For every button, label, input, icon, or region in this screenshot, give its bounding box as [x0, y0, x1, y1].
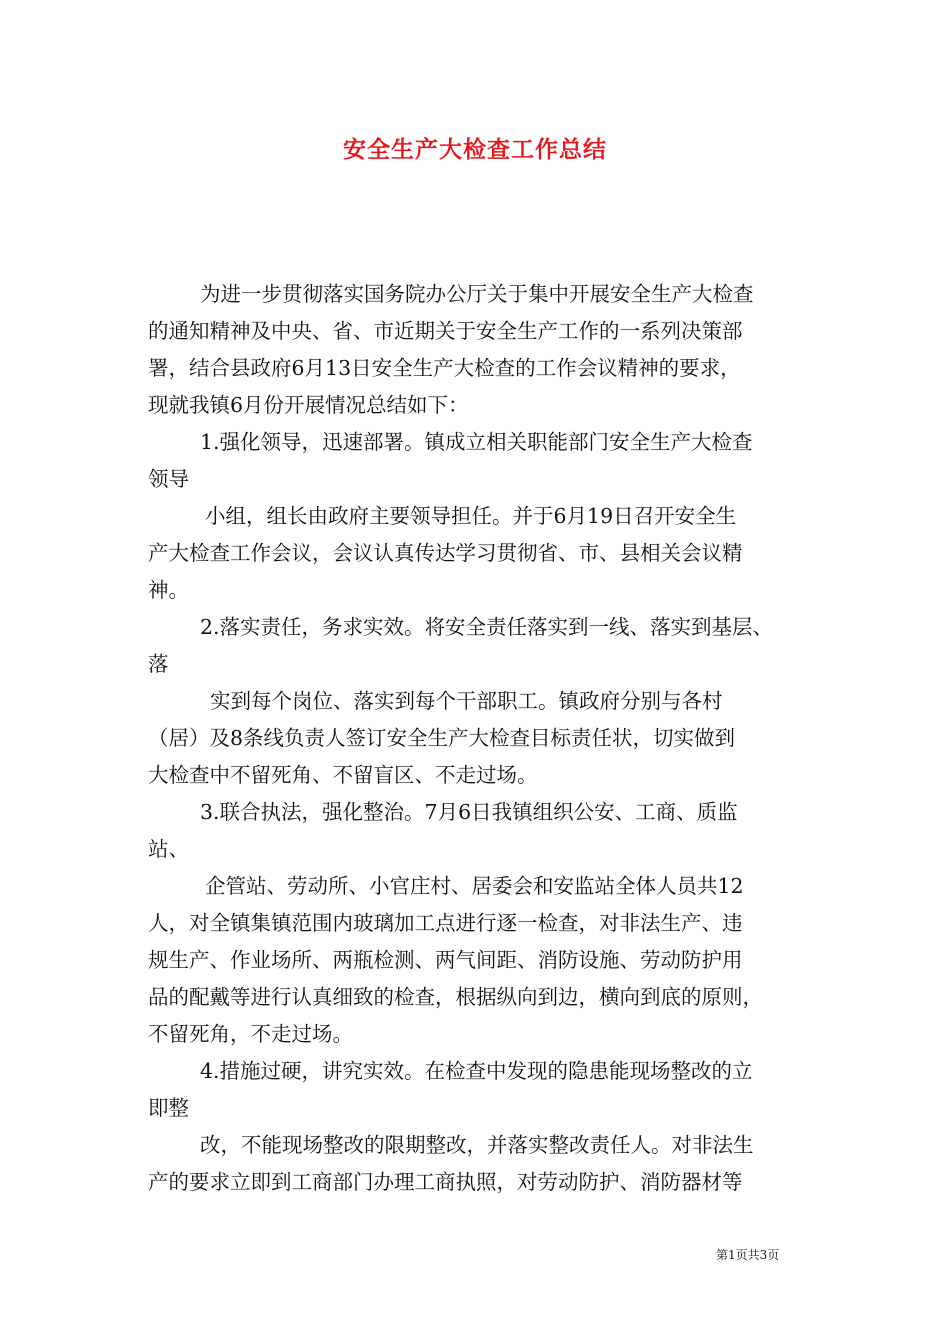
paragraph-line: 规生产、作业场所、两瓶检测、两气间距、消防设施、劳动防护用 — [148, 948, 743, 972]
paragraph-line: 3.联合执法，强化整治。7月6日我镇组织公安、工商、质监 — [200, 800, 738, 824]
paragraph-line: 署，结合县政府6月13日安全生产大检查的工作会议精神的要求， — [148, 356, 741, 380]
document-title: 安全生产大检查工作总结 — [343, 136, 607, 163]
paragraph-line: 领导 — [148, 467, 189, 491]
paragraph-line: 产大检查工作会议，会议认真传达学习贯彻省、市、县相关会议精 — [148, 541, 743, 565]
paragraph-line: 站、 — [148, 837, 189, 861]
paragraph-line: 品的配戴等进行认真细致的检查，根据纵向到边，横向到底的原则， — [148, 985, 763, 1009]
paragraph-line: 为进一步贯彻落实国务院办公厅关于集中开展安全生产大检查 — [200, 282, 754, 306]
paragraph-line: 神。 — [148, 578, 189, 602]
paragraph-line: 落 — [148, 652, 169, 676]
paragraph-line: 即整 — [148, 1096, 189, 1120]
paragraph-line: 1.强化领导，迅速部署。镇成立相关职能部门安全生产大检查 — [200, 430, 753, 454]
paragraph-line: （居）及8条线负责人签订安全生产大检查目标责任状，切实做到 — [148, 726, 736, 750]
paragraph-line: 企管站、劳动所、小官庄村、居委会和安监站全体人员共12 — [205, 874, 744, 898]
paragraph-line: 4.措施过硬，讲究实效。在检查中发现的隐患能现场整改的立 — [200, 1059, 753, 1083]
paragraph-line: 产的要求立即到工商部门办理工商执照，对劳动防护、消防器材等 — [148, 1170, 743, 1194]
paragraph-line: 的通知精神及中央、省、市近期关于安全生产工作的一系列决策部 — [148, 319, 743, 343]
paragraph-line: 实到每个岗位、落实到每个干部职工。镇政府分别与各村 — [210, 689, 723, 713]
page-number: 第1页共3页 — [716, 1248, 780, 1262]
paragraph-line: 现就我镇6月份开展情况总结如下： — [148, 393, 469, 417]
paragraph-line: 2.落实责任，务求实效。将安全责任落实到一线、落实到基层、 — [200, 615, 774, 639]
paragraph-line: 改，不能现场整改的限期整改，并落实整改责任人。对非法生 — [200, 1133, 754, 1157]
paragraph-line: 人，对全镇集镇范围内玻璃加工点进行逐一检查，对非法生产、违 — [148, 911, 743, 935]
paragraph-line: 大检查中不留死角、不留盲区、不走过场。 — [148, 763, 538, 787]
paragraph-line: 不留死角，不走过场。 — [148, 1022, 353, 1046]
paragraph-line: 小组，组长由政府主要领导担任。并于6月19日召开安全生 — [205, 504, 737, 528]
